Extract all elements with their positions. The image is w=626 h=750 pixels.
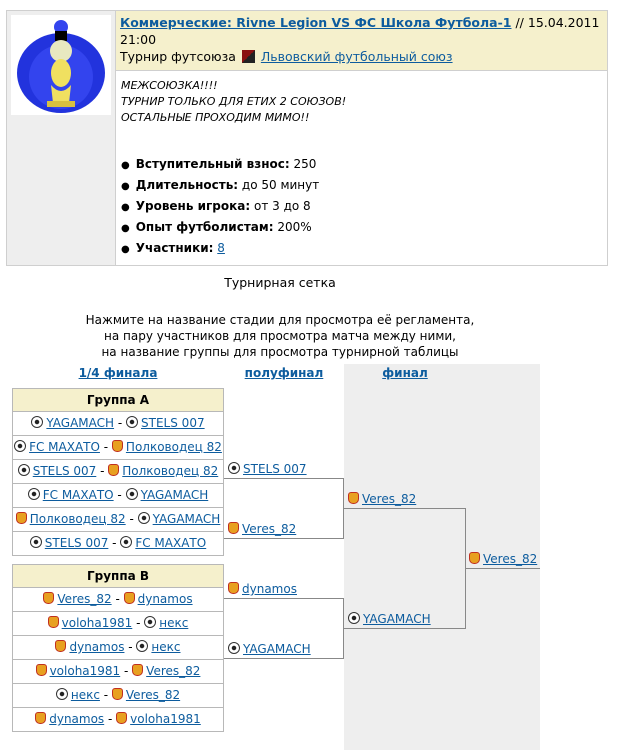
tournament-info-panel <box>6 10 608 266</box>
away-team <box>108 464 218 478</box>
hint-line: на название группы для просмотра турнирной таблицы <box>101 345 459 359</box>
team-link[interactable]: Veres_82 <box>57 592 112 606</box>
soccer-ball-icon <box>126 488 138 500</box>
final-team <box>348 612 431 626</box>
soccer-ball-icon <box>228 642 240 654</box>
team-link[interactable]: Veres_82 <box>146 664 201 678</box>
soccer-ball-icon <box>144 616 156 628</box>
final-team <box>348 492 416 506</box>
match-separator: - <box>99 440 112 454</box>
team-crest-icon <box>43 592 54 604</box>
bracket-line <box>224 658 344 659</box>
home-team <box>14 440 100 454</box>
hint-line: Нажмите на название стадии для просмотра её регламента, <box>85 313 475 327</box>
soccer-ball-icon <box>228 462 240 474</box>
hint-line: на пару участников для просмотра матча между ними, <box>104 329 456 343</box>
match-separator: - <box>111 592 124 606</box>
match-separator: - <box>104 712 117 726</box>
team-link[interactable]: YAGAMACH <box>243 642 311 656</box>
team-link[interactable]: voloha1981 <box>49 664 121 678</box>
soccer-ball-icon <box>136 640 148 652</box>
semifinal-team <box>228 522 296 536</box>
param-duration <box>121 175 602 196</box>
bracket-line <box>344 628 466 629</box>
description-line: ТУРНИР ТОЛЬКО ДЛЯ ЕТИХ 2 СОЮЗОВ! <box>121 95 347 108</box>
trophy-icon <box>11 15 111 115</box>
home-team <box>31 416 114 430</box>
team-link[interactable]: некс <box>70 688 100 702</box>
away-team <box>144 616 188 630</box>
team-link[interactable]: Veres_82 <box>362 492 417 506</box>
soccer-ball-icon <box>138 512 150 524</box>
param-participants <box>121 238 602 259</box>
param-label: Участники: <box>135 241 214 255</box>
team-link[interactable]: некс <box>151 640 181 654</box>
team-crest-icon <box>36 664 47 676</box>
param-label: Вступительный взнос: <box>135 157 290 171</box>
param-player-level <box>121 196 602 217</box>
bracket-line <box>224 478 344 479</box>
stage-quarterfinal-link[interactable]: 1/4 финала <box>78 366 158 380</box>
participants-count-link[interactable]: 8 <box>217 241 225 255</box>
group-title[interactable]: Группа A <box>12 388 224 412</box>
param-value: до 50 минут <box>241 178 320 192</box>
soccer-ball-icon <box>31 416 43 428</box>
logo-cell <box>7 11 116 265</box>
team-crest-icon <box>228 582 239 594</box>
soccer-ball-icon <box>28 488 40 500</box>
stage-semifinal-link[interactable]: полуфинал <box>244 366 324 380</box>
match-row[interactable] <box>12 588 224 612</box>
team-link[interactable]: Полководец 82 <box>122 464 219 478</box>
away-team <box>136 640 180 654</box>
description-line: МЕЖСОЮЗКА!!!! <box>121 79 218 92</box>
team-link[interactable]: dynamos <box>242 582 297 596</box>
team-crest-icon <box>55 640 66 652</box>
match-separator: - <box>120 664 133 678</box>
param-experience <box>121 217 602 238</box>
home-team <box>56 688 100 702</box>
description-line: ОСТАЛЬНЫЕ ПРОХОДИМ МИМО!! <box>121 111 310 124</box>
match-separator: - <box>114 416 127 430</box>
team-link[interactable]: voloha1981 <box>61 616 133 630</box>
soccer-ball-icon <box>120 536 132 548</box>
soccer-ball-icon <box>14 440 26 452</box>
group-title[interactable]: Группа B <box>12 564 224 588</box>
union-link[interactable]: Львовский футбольный союз <box>260 49 453 64</box>
tournament-header <box>116 11 607 71</box>
tournament-description <box>121 78 602 126</box>
match-row[interactable] <box>12 436 224 460</box>
final-column <box>344 364 466 750</box>
tournament-params <box>121 154 602 259</box>
date-separator: // <box>511 15 528 30</box>
match-separator: - <box>124 640 137 654</box>
team-link[interactable]: Veres_82 <box>242 522 297 536</box>
team-link[interactable]: STELS 007 <box>32 464 97 478</box>
away-team <box>138 512 221 526</box>
team-link[interactable]: некс <box>159 616 189 630</box>
away-team <box>126 488 209 502</box>
bracket-line <box>466 568 540 569</box>
semifinal-team <box>228 582 297 596</box>
param-value: 200% <box>277 220 312 234</box>
team-crest-icon <box>469 552 480 564</box>
param-label: Опыт футболистам: <box>135 220 274 234</box>
team-link[interactable]: dynamos <box>49 712 105 726</box>
union-flag-icon <box>242 50 255 63</box>
match-separator: - <box>99 688 112 702</box>
param-label: Уровень игрока: <box>135 199 251 213</box>
semifinal-team <box>228 462 307 476</box>
away-team <box>112 688 180 702</box>
winner-team <box>469 552 537 566</box>
team-link[interactable]: dynamos <box>137 592 193 606</box>
param-value: 250 <box>293 157 317 171</box>
away-team <box>112 440 222 454</box>
away-team <box>120 536 206 550</box>
soccer-ball-icon <box>348 612 360 624</box>
tournament-body <box>116 72 607 265</box>
match-row[interactable] <box>12 708 224 732</box>
tournament-title-link[interactable]: Коммерческие: Rivne Legion VS ФС Школа Футбола-1 <box>120 15 512 30</box>
param-value: от 3 до 8 <box>254 199 311 213</box>
away-team <box>126 416 205 430</box>
match-row[interactable] <box>12 636 224 660</box>
home-team <box>16 512 126 526</box>
bracket-hint <box>0 312 560 360</box>
team-link[interactable]: STELS 007 <box>141 416 205 430</box>
home-team <box>36 664 121 678</box>
team-crest-icon <box>124 592 135 604</box>
team-crest-icon <box>16 512 27 524</box>
team-link[interactable]: Полководец 82 <box>29 512 126 526</box>
team-crest-icon <box>348 492 359 504</box>
soccer-ball-icon <box>30 536 42 548</box>
match-row[interactable] <box>12 612 224 636</box>
away-team <box>124 592 193 606</box>
match-row[interactable] <box>12 684 224 708</box>
semifinal-team <box>228 642 311 656</box>
match-row[interactable] <box>12 460 224 484</box>
tournament-bracket <box>12 364 540 750</box>
team-crest-icon <box>132 664 143 676</box>
team-link[interactable]: YAGAMACH <box>46 416 115 430</box>
match-row[interactable] <box>12 412 224 436</box>
match-separator: - <box>125 512 138 526</box>
bracket-line <box>344 508 466 509</box>
soccer-ball-icon <box>18 464 30 476</box>
home-team <box>35 712 104 726</box>
team-crest-icon <box>228 522 239 534</box>
team-link[interactable]: Veres_82 <box>125 688 181 702</box>
away-team <box>132 664 200 678</box>
match-separator: - <box>113 488 126 502</box>
tournament-type: Турнир футсоюза <box>120 49 236 64</box>
team-link[interactable]: FC МАХАТО <box>42 488 114 502</box>
match-row[interactable] <box>12 484 224 508</box>
team-link[interactable]: YAGAMACH <box>363 612 431 626</box>
team-link[interactable]: STELS 007 <box>243 462 307 476</box>
semifinal-column <box>224 364 344 750</box>
param-entry-fee <box>121 154 602 175</box>
home-team <box>28 488 114 502</box>
team-crest-icon <box>108 464 119 476</box>
team-link[interactable]: Veres_82 <box>483 552 538 566</box>
tournament-date: 15.04.2011 21:00 <box>120 15 600 47</box>
home-team <box>55 640 124 654</box>
team-crest-icon <box>116 712 127 724</box>
team-link[interactable]: FC МАХАТО <box>135 536 207 550</box>
team-link[interactable]: YAGAMACH <box>152 512 221 526</box>
match-row[interactable] <box>12 508 224 532</box>
home-team <box>43 592 111 606</box>
stage-final-link[interactable]: финал <box>382 366 428 380</box>
team-link[interactable]: Полководец 82 <box>125 440 222 454</box>
match-row[interactable] <box>12 532 224 556</box>
team-crest-icon <box>48 616 59 628</box>
home-team <box>18 464 97 478</box>
away-team <box>116 712 201 726</box>
tournament-logo <box>11 15 111 115</box>
team-crest-icon <box>35 712 46 724</box>
match-separator: - <box>108 536 121 550</box>
home-team <box>48 616 133 630</box>
team-link[interactable]: YAGAMACH <box>140 488 209 502</box>
match-row[interactable] <box>12 660 224 684</box>
team-link[interactable]: voloha1981 <box>130 712 201 726</box>
bracket-line <box>224 538 344 539</box>
team-link[interactable]: FC МАХАТО <box>29 440 100 454</box>
soccer-ball-icon <box>56 688 68 700</box>
team-link[interactable]: STELS 007 <box>44 536 109 550</box>
team-link[interactable]: dynamos <box>69 640 125 654</box>
bracket-line <box>224 598 344 599</box>
bracket-title: Турнирная сетка <box>224 275 336 290</box>
match-separator: - <box>132 616 145 630</box>
param-label: Длительность: <box>135 178 239 192</box>
match-separator: - <box>96 464 109 478</box>
home-team <box>30 536 109 550</box>
team-crest-icon <box>112 688 123 700</box>
team-crest-icon <box>112 440 123 452</box>
soccer-ball-icon <box>126 416 138 428</box>
